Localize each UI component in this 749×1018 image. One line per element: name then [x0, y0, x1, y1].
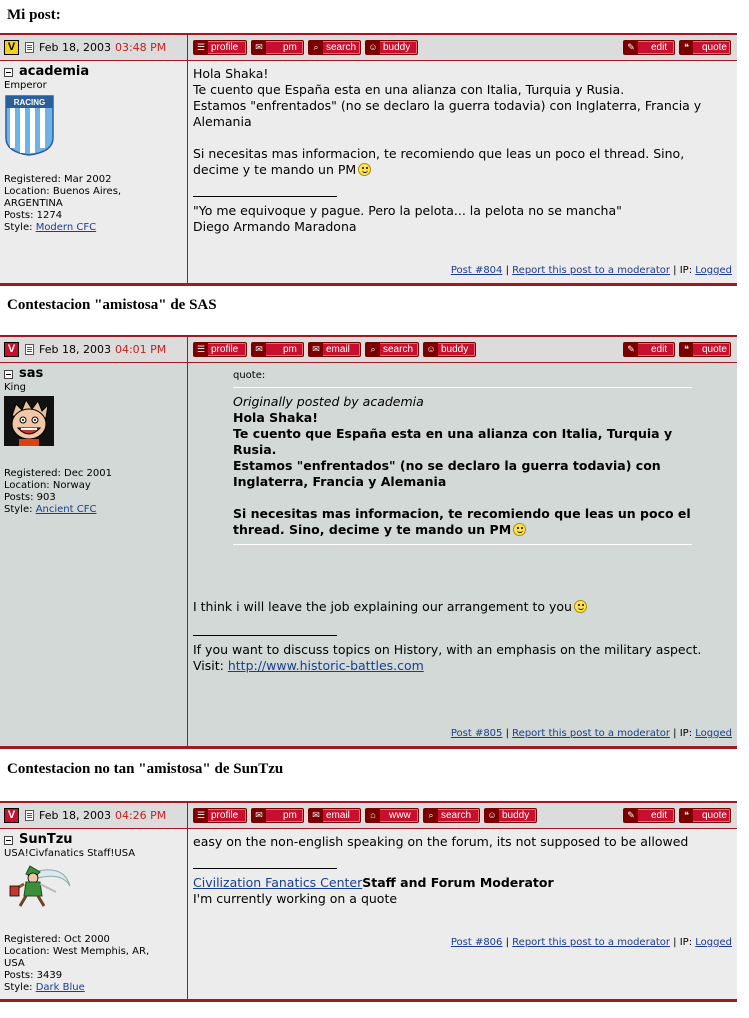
post-status-icon: V — [4, 808, 19, 823]
post-line: Hola Shaka! — [193, 66, 269, 81]
post-number-link[interactable]: Post #804 — [450, 265, 503, 276]
edit-icon: ✎ — [624, 41, 638, 54]
signature-divider — [193, 196, 337, 197]
post-actions — [188, 35, 737, 60]
signature-line: I'm currently working on a quote — [193, 891, 398, 906]
buddy-button[interactable]: ☺ buddy — [423, 342, 476, 357]
user-registered: Registered: Dec 2001 — [4, 468, 112, 479]
post-content — [188, 829, 737, 999]
user-post-count: Posts: 1274 — [4, 210, 63, 221]
pm-button[interactable]: ✉ pm — [251, 808, 304, 823]
email-icon: ✉ — [309, 343, 323, 356]
collapse-icon[interactable] — [4, 370, 13, 379]
ip-logged-link[interactable]: Logged — [695, 937, 732, 948]
post-time: 04:01 PM — [114, 343, 167, 356]
user-title: USA!Civfanatics Staff!USA — [4, 848, 136, 859]
collapse-icon[interactable] — [4, 68, 13, 77]
post-meta — [0, 35, 188, 60]
avatar — [4, 396, 54, 446]
smiley-icon — [358, 163, 371, 176]
profile-icon: ☰ — [194, 343, 208, 356]
quote-line: Te cuento que España esta en una alianza con Italia, Turquia y Rusia. — [233, 426, 673, 457]
edit-icon: ✎ — [624, 809, 638, 822]
post-time: 03:48 PM — [114, 41, 167, 54]
avatar-label: RACING — [13, 98, 46, 107]
forum-post — [0, 801, 737, 1002]
profile-button[interactable]: ☰ profile — [193, 808, 247, 823]
profile-button[interactable]: ☰ profile — [193, 342, 247, 357]
post-status-icon: V — [4, 40, 19, 55]
user-info-panel — [0, 829, 188, 999]
buddy-icon: ☺ — [424, 343, 438, 356]
post-footer: Post #806 | Report this post to a moderator | IP: Logged — [450, 937, 732, 948]
smiley-icon — [574, 600, 587, 613]
signature-line: Visit: http://www.historic-battles.com — [193, 658, 424, 673]
edit-button[interactable]: ✎ edit — [623, 808, 675, 823]
email-button[interactable]: ✉ email — [308, 808, 361, 823]
signature-divider — [193, 635, 337, 636]
post-line: Te cuento que España esta en una alianza con Italia, Turquia y Rusia. — [193, 82, 625, 97]
user-style: Style: Modern CFC — [4, 222, 97, 233]
email-icon: ✉ — [309, 809, 323, 822]
quote-line: Si necesitas mas informacion, te recomiendo que leas un poco el thread. Sino, decime y te mando un PM — [233, 506, 691, 537]
post-time: 04:26 PM — [114, 809, 167, 822]
pm-button[interactable]: ✉ pm — [251, 40, 304, 55]
post-document-icon — [25, 344, 34, 355]
quote-line: Estamos "enfrentados" (no se declaro la guerra todavia) con Inglaterra, Francia y Alemania — [233, 458, 661, 489]
user-registered: Registered: Oct 2000 — [4, 934, 110, 945]
post-number-link[interactable]: Post #805 — [450, 728, 503, 739]
profile-button[interactable]: ☰ profile — [193, 40, 247, 55]
post-line: Si necesitas mas informacion, te recomiendo que leas un poco el thread. Sino, decime y te mando un PM — [193, 146, 685, 177]
user-registered: Registered: Mar 2002 — [4, 174, 112, 185]
buddy-icon: ☺ — [485, 809, 499, 822]
report-link[interactable]: Report this post to a moderator — [512, 937, 670, 948]
signature-line: Diego Armando Maradona — [193, 219, 357, 234]
collapse-icon[interactable] — [4, 836, 13, 845]
pm-icon: ✉ — [252, 809, 266, 822]
signature-divider — [193, 868, 337, 869]
quote-line: Hola Shaka! — [233, 410, 318, 425]
ip-logged-link[interactable]: Logged — [695, 265, 732, 276]
post-document-icon — [25, 810, 34, 821]
user-location: Location: Norway — [4, 480, 91, 491]
post-number-link[interactable]: Post #806 — [450, 937, 503, 948]
post-date: Feb 18, 2003 — [39, 809, 111, 822]
smiley-icon — [513, 523, 526, 536]
signature-line: "Yo me equivoque y pague. Pero la pelota... la pelota no se mancha" — [193, 203, 622, 218]
signature-link[interactable]: http://www.historic-battles.com — [227, 658, 424, 673]
user-style: Style: Ancient CFC — [4, 504, 97, 515]
user-post-count: Posts: 3439 — [4, 970, 63, 981]
post-actions — [188, 803, 737, 828]
post-date: Feb 18, 2003 — [39, 41, 111, 54]
signature-link[interactable]: Civilization Fanatics Center — [193, 875, 363, 890]
post-document-icon — [25, 42, 34, 53]
username[interactable]: sas — [4, 368, 183, 380]
post-footer: Post #804 | Report this post to a moderator | IP: Logged — [450, 265, 732, 276]
user-info-panel — [0, 363, 188, 746]
ip-logged-link[interactable]: Logged — [695, 728, 732, 739]
post-content — [188, 363, 737, 746]
avatar — [4, 94, 55, 156]
search-icon: ⌕ — [366, 343, 380, 356]
user-style-link[interactable]: Ancient CFC — [35, 504, 97, 515]
buddy-button[interactable]: ☺ buddy — [484, 808, 537, 823]
post-content — [188, 61, 737, 283]
edit-button[interactable]: ✎ edit — [623, 40, 675, 55]
email-button[interactable]: ✉ email — [308, 342, 361, 357]
post-footer: Post #805 | Report this post to a moderator | IP: Logged — [450, 728, 732, 739]
user-style-link[interactable]: Modern CFC — [35, 222, 97, 233]
section-heading-my-post: Mi post: — [7, 7, 61, 23]
quote-icon: ❝ — [680, 809, 693, 822]
post-meta — [0, 337, 188, 362]
avatar — [4, 862, 72, 908]
username[interactable]: academia — [4, 66, 183, 78]
profile-icon: ☰ — [194, 809, 208, 822]
forum-post — [0, 33, 737, 286]
signature-line: If you want to discuss topics on History, with an emphasis on the military aspect. — [193, 642, 702, 657]
quote-button[interactable]: ❝ quote — [679, 808, 731, 823]
search-button[interactable]: ⌕ search — [423, 808, 480, 823]
buddy-icon: ☺ — [366, 41, 380, 54]
profile-icon: ☰ — [194, 41, 208, 54]
post-header — [0, 803, 737, 829]
home-icon: ⌂ — [366, 809, 380, 822]
quote-icon: ❝ — [680, 41, 693, 54]
pm-button[interactable]: ✉ pm — [251, 342, 304, 357]
www-button[interactable]: ⌂ www — [365, 808, 419, 823]
forum-post — [0, 335, 737, 749]
post-line: I think i will leave the job explaining our arrangement to you — [193, 599, 732, 615]
user-title: King — [4, 382, 27, 393]
pm-icon: ✉ — [252, 41, 266, 54]
report-link[interactable]: Report this post to a moderator — [512, 265, 670, 276]
quote-label: quote: — [233, 370, 266, 381]
pm-icon: ✉ — [252, 343, 266, 356]
section-heading-sas-reply: Contestacion "amistosa" de SAS — [7, 297, 217, 313]
post-header — [0, 337, 737, 363]
user-style: Style: Dark Blue — [4, 982, 85, 993]
search-icon: ⌕ — [424, 809, 438, 822]
search-button[interactable]: ⌕ search — [308, 40, 361, 55]
user-info-panel — [0, 61, 188, 283]
report-link[interactable]: Report this post to a moderator — [512, 728, 670, 739]
quote-icon: ❝ — [680, 343, 693, 356]
search-button[interactable]: ⌕ search — [365, 342, 419, 357]
post-actions — [188, 337, 737, 362]
signature-line: Civilization Fanatics CenterStaff and Forum Moderator — [193, 875, 554, 890]
quote-button[interactable]: ❝ quote — [679, 342, 731, 357]
user-post-count: Posts: 903 — [4, 492, 56, 503]
post-line: Estamos "enfrentados" (no se declaro la guerra todavia) con Inglaterra, Francia y Alemania — [193, 98, 702, 129]
user-style-link[interactable]: Dark Blue — [35, 982, 85, 993]
edit-button[interactable]: ✎ edit — [623, 342, 675, 357]
search-icon: ⌕ — [309, 41, 323, 54]
post-line: easy on the non-english speaking on the forum, its not supposed to be allowed — [193, 834, 689, 849]
buddy-button[interactable]: ☺ buddy — [365, 40, 418, 55]
user-location: Location: West Memphis, AR, USA — [4, 946, 150, 969]
quote-block — [233, 368, 692, 545]
edit-icon: ✎ — [624, 343, 638, 356]
post-date: Feb 18, 2003 — [39, 343, 111, 356]
username[interactable]: SunTzu — [4, 834, 183, 846]
user-location: Location: Buenos Aires, ARGENTINA — [4, 186, 122, 209]
quote-button[interactable]: ❝ quote — [679, 40, 731, 55]
section-heading-suntzu-reply: Contestacion no tan "amistosa" de SunTzu — [7, 761, 284, 777]
quote-attribution: Originally posted by academia — [233, 394, 424, 409]
user-title: Emperor — [4, 80, 47, 91]
post-header — [0, 35, 737, 61]
post-meta — [0, 803, 188, 828]
post-status-icon: V — [4, 342, 19, 357]
